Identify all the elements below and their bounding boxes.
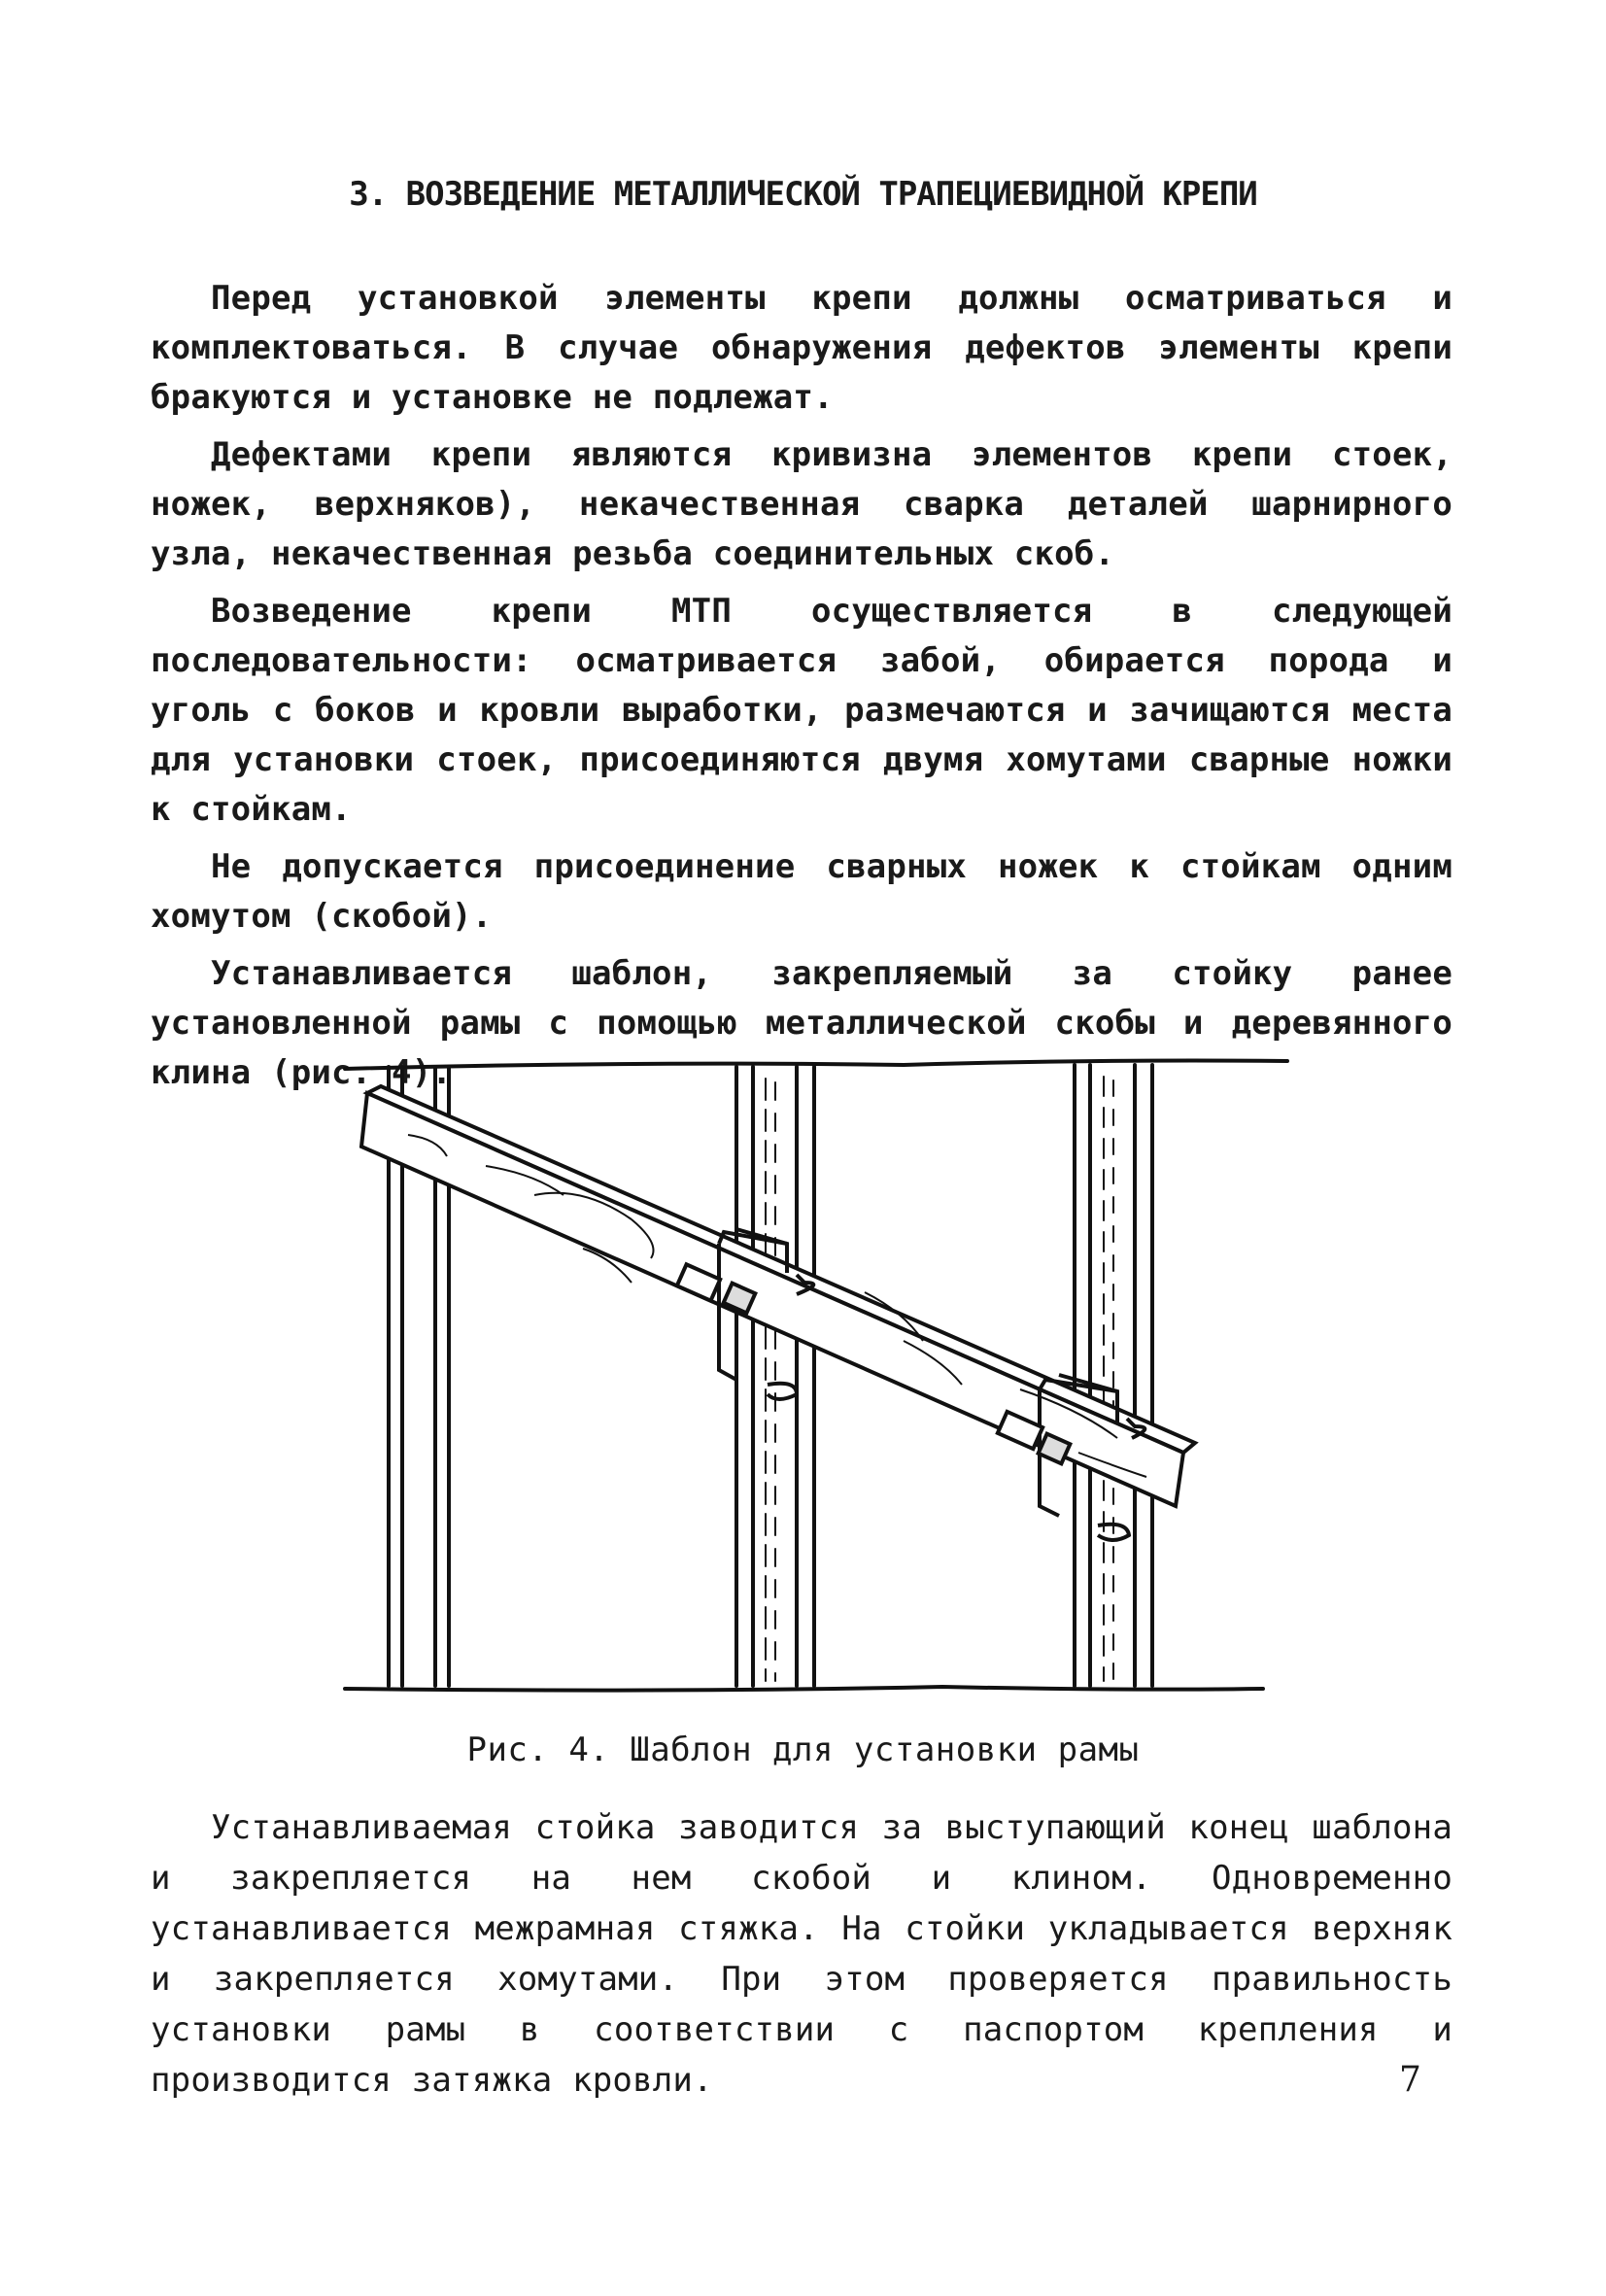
figure-caption: Рис. 4. Шаблон для установки рамы <box>466 1731 1140 1769</box>
middle-post <box>736 1067 814 1686</box>
page-number: 7 <box>1399 2060 1421 2100</box>
paragraph: Устанавливается шаблон, закрепляемый за стойку ранее установленной рамы с помощью металлической скобы и деревянного клина (рис. 4). <box>151 954 1452 1092</box>
paragraph: Перед установкой элементы крепи должны осматриваться и комплектоваться. В случае обнаружения дефектов элементы крепи бракуются и установке не подлежат. <box>151 279 1452 417</box>
section-title: 3. ВОЗВЕДЕНИЕ МЕТАЛЛИЧЕСКОЙ ТРАПЕЦИЕВИДНОЙ КРЕПИ <box>349 175 1257 214</box>
lower-text <box>151 1802 1452 2106</box>
right-post <box>1075 1065 1152 1686</box>
upper-text <box>151 274 1452 1106</box>
paragraph: Возведение крепи МТП осуществляется в следующей последовательности: осматривается забой, обирается порода и уголь с боков и кровли выработки, размечаются и зачищаются места для установки стоек, присоединяются двумя хомутами сварные ножки к стойкам. <box>151 592 1452 829</box>
paragraph: Устанавливаемая стойка заводится за выступающий конец шаблона и закрепляется на нем скобой и клином. Одновременно устанавливается межрамная стяжка. На стойки укладывается верхняк и закрепляется хомутами. При этом проверяется правильность установки рамы в соответствии с паспортом крепления и производится затяжка кровли. <box>151 1808 1452 2100</box>
paragraph: Дефектами крепи являются кривизна элементов крепи стоек, ножек, верхняков), некачественная сварка деталей шарнирного узла, некачественная резьба соединительных скоб. <box>151 435 1452 573</box>
frame-template-illustration <box>340 1049 1292 1710</box>
paragraph: Не допускается присоединение сварных ножек к стойкам одним хомутом (скобой). <box>151 847 1452 936</box>
floor-line <box>345 1687 1263 1691</box>
